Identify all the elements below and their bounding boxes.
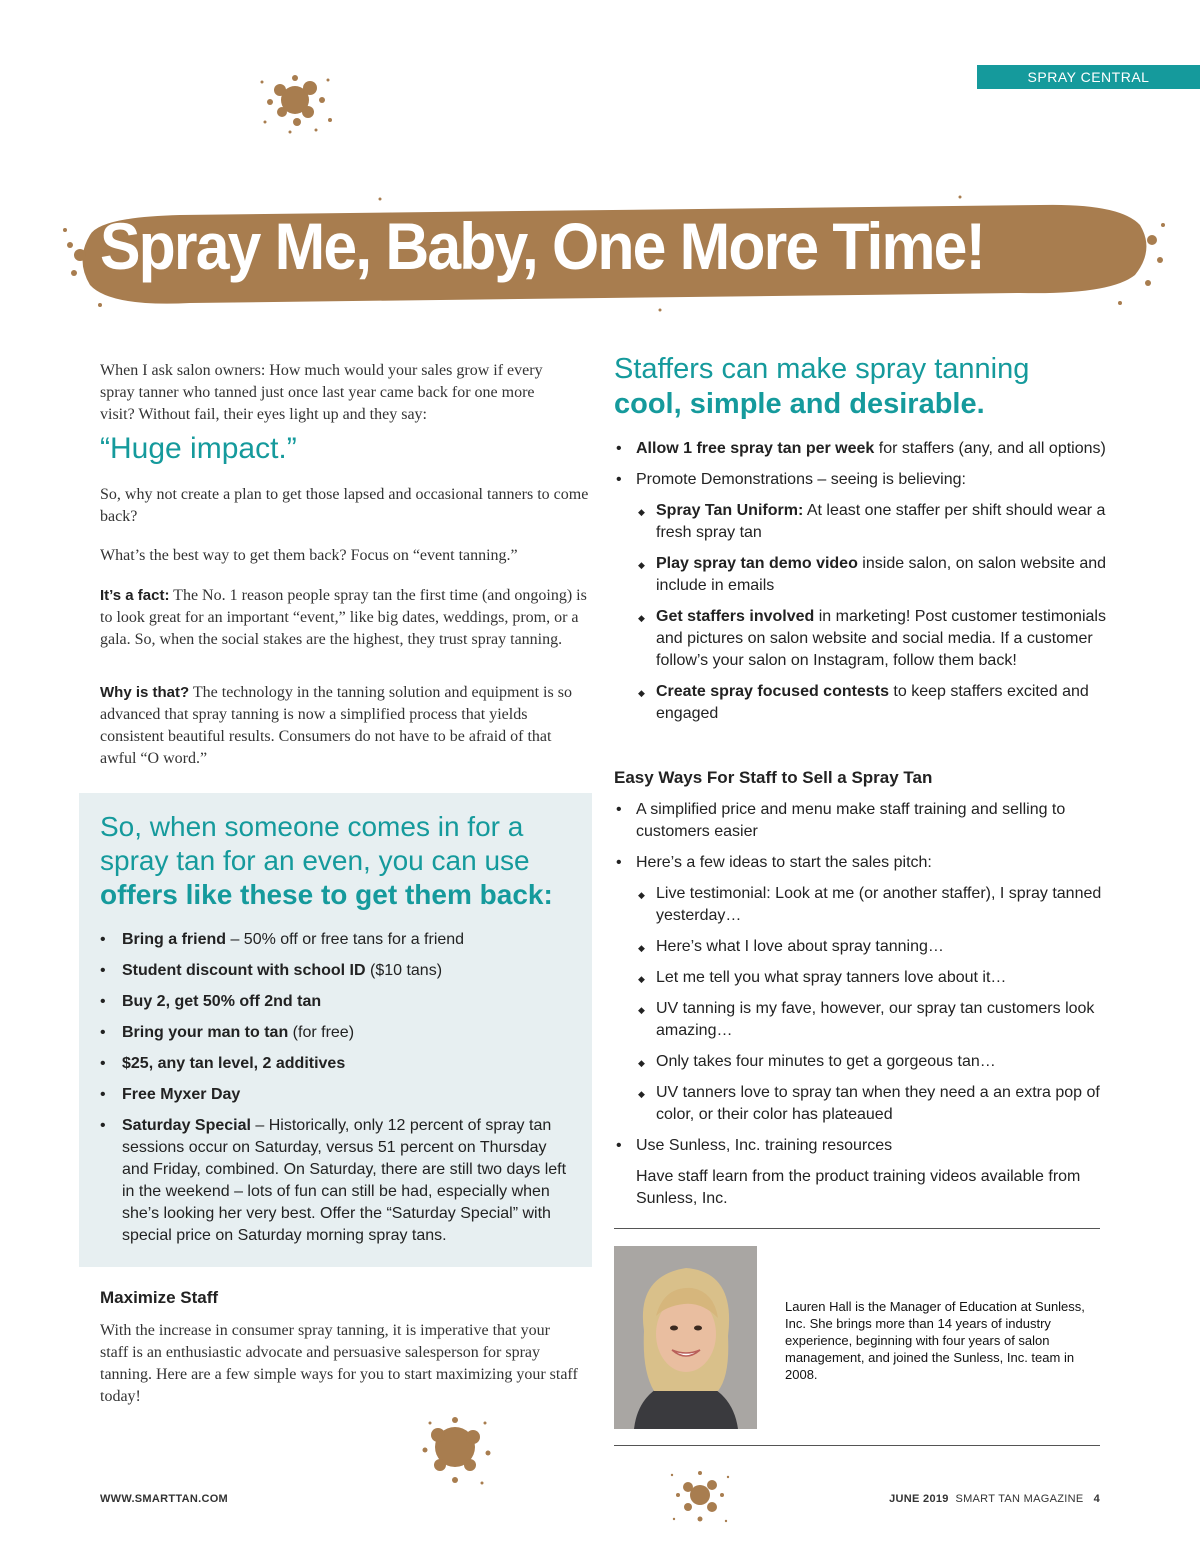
list-item — [100, 960, 570, 982]
list-item — [100, 991, 570, 1013]
offer-text: – 50% off or free tans for a friend — [226, 931, 465, 948]
staffers-heading — [614, 352, 1134, 422]
list-item — [100, 1084, 570, 1106]
list-item — [614, 553, 1114, 597]
why-text: The technology in the tanning solution and equipment is so advanced that spray tanning is now a simplified process that yields consistent beautiful results. Consumers do not have to be afraid of that awful “O word.” — [100, 684, 572, 767]
footer-date: JUNE 2019 — [889, 1493, 949, 1505]
plan-paragraph: So, why not create a plan to get those lapsed and occasional tanners to come back? — [100, 486, 589, 525]
author-bio: Lauren Hall is the Manager of Education at Sunless, Inc. She brings more than 14 years of industry experience, beginning with four years of salon management, and joined the Sunless, Inc. team in 2008. — [785, 1299, 1085, 1382]
page-number: 4 — [1093, 1493, 1100, 1505]
section-tab: SPRAY CENTRAL — [977, 65, 1200, 89]
footer-magazine: SMART TAN MAGAZINE — [955, 1493, 1084, 1505]
item-text: inside salon, on salon website and include in emails — [656, 555, 1107, 594]
why-lead: Why is that? — [100, 684, 190, 701]
offer-bold: Student discount with school ID — [122, 962, 366, 979]
item-text: At least one staffer per shift should wear a fresh spray tan — [656, 502, 1106, 541]
divider-bottom — [614, 1445, 1100, 1446]
staffers-heading-light: Staffers can make spray tanning — [614, 353, 1030, 385]
why-paragraph — [100, 682, 590, 770]
splatter-bottom-center — [660, 1455, 740, 1535]
offer-bold: Buy 2, get 50% off 2nd tan — [122, 993, 322, 1010]
offers-heading — [100, 810, 580, 912]
item-text: in marketing! Post customer testimonials and pictures on salon website and social media. If a customer follow’s your salon on Instagram, follow them back! — [656, 608, 1106, 669]
intro-paragraph: When I ask salon owners: How much would your sales grow if every spray tanner who tanned just once last year came back for one more visit? Without fail, their eyes light up and they say: — [100, 362, 543, 423]
list-item: ◆ UV tanners love to spray tan when they need a an extra pop of color, or their color has plateaued — [614, 1082, 1114, 1126]
maximize-staff-body: With the increase in consumer spray tanning, it is imperative that your staff is an enthusiastic advocate and persuasive salesperson for spray tanning. Here are a few simple ways for you to start maximizing your staff today! — [100, 1322, 578, 1405]
list-item — [614, 681, 1114, 725]
staffers-list — [614, 438, 1114, 734]
offer-bold: Free Myxer Day — [122, 1086, 241, 1103]
huge-impact-quote: “Huge impact.” — [100, 432, 297, 465]
fact-lead: It’s a fact: — [100, 587, 170, 604]
list-item — [100, 1053, 570, 1075]
list-item: ◆ Live testimonial: Look at me (or another staffer), I spray tanned yesterday… — [614, 883, 1114, 927]
maximize-staff-heading: Maximize Staff — [100, 1288, 219, 1307]
list-item: ◆ Only takes four minutes to get a gorgeous tan… — [614, 1051, 1114, 1073]
list-item: ◆ Let me tell you what spray tanners love about it… — [614, 967, 1114, 989]
list-item: • Here’s a few ideas to start the sales pitch: — [614, 852, 1114, 874]
divider-top — [614, 1228, 1100, 1229]
offer-bold: $25, any tan level, 2 additives — [122, 1055, 346, 1072]
footer-issue — [889, 1493, 1100, 1505]
author-photo — [614, 1246, 757, 1429]
offers-heading-bold: offers like these to get them back: — [100, 879, 553, 910]
offer-bold: Saturday Special — [122, 1117, 251, 1134]
easy-ways-list — [614, 799, 1114, 1219]
offer-text: – Historically, only 12 percent of spray tan sessions occur on Saturday, versus 51 percent on Thursday and Friday, combined. On Saturday, there are still two days left in the weekend – lots of fun can still be had, especially when she’s looking her very best. Offer the “Saturday Special” with special price on Saturday morning spray tans. — [122, 1117, 567, 1244]
offers-list — [100, 929, 570, 1256]
best-way-paragraph: What’s the best way to get them back? Focus on “event tanning.” — [100, 547, 518, 564]
list-item: • Promote Demonstrations – seeing is believing: — [614, 469, 1114, 491]
item-text: to keep staffers excited and engaged — [656, 683, 1089, 722]
list-item — [100, 1022, 570, 1044]
offer-bold: Bring a friend — [122, 931, 227, 948]
list-item — [614, 500, 1114, 544]
item-bold: Allow 1 free spray tan per week — [636, 440, 875, 457]
offers-heading-light: So, when someone comes in for a spray tan for an even, you can use — [100, 811, 530, 876]
item-bold: Get staffers involved — [656, 608, 815, 625]
staffers-heading-bold: cool, simple and desirable. — [614, 388, 985, 420]
list-item: ◆ UV tanning is my fave, however, our spray tan customers look amazing… — [614, 998, 1114, 1042]
list-item: Have staff learn from the product training videos available from Sunless, Inc. — [636, 1168, 1081, 1207]
footer-website: WWW.SMARTTAN.COM — [100, 1493, 229, 1505]
list-item — [614, 606, 1114, 672]
item-bold: Spray Tan Uniform: — [656, 502, 804, 519]
item-bold: Create spray focused contests — [656, 683, 889, 700]
article-title: Spray Me, Baby, One More Time! — [100, 209, 984, 283]
easy-ways-heading: Easy Ways For Staff to Sell a Spray Tan — [614, 768, 933, 787]
splatter-bottom-left — [410, 1405, 500, 1495]
item-text: for staffers (any, and all options) — [874, 440, 1106, 457]
item-bold: Play spray tan demo video — [656, 555, 858, 572]
list-item — [100, 1115, 570, 1247]
fact-paragraph — [100, 585, 590, 651]
offer-text: (for free) — [288, 1024, 355, 1041]
offer-bold: Bring your man to tan — [122, 1024, 289, 1041]
list-item — [100, 929, 570, 951]
list-item: • Use Sunless, Inc. training resources — [614, 1135, 1114, 1157]
offer-text: ($10 tans) — [365, 962, 443, 979]
list-item: ◆ Here’s what I love about spray tanning… — [614, 936, 1114, 958]
list-item — [614, 438, 1114, 460]
splatter-top — [250, 60, 340, 140]
list-item: • A simplified price and menu make staff training and selling to customers easier — [614, 799, 1114, 843]
fact-text: The No. 1 reason people spray tan the first time (and ongoing) is to look great for an important “event,” like big dates, weddings, prom, or a gala. So, when the social stakes are the highest, they trust spray tanning. — [100, 587, 587, 648]
